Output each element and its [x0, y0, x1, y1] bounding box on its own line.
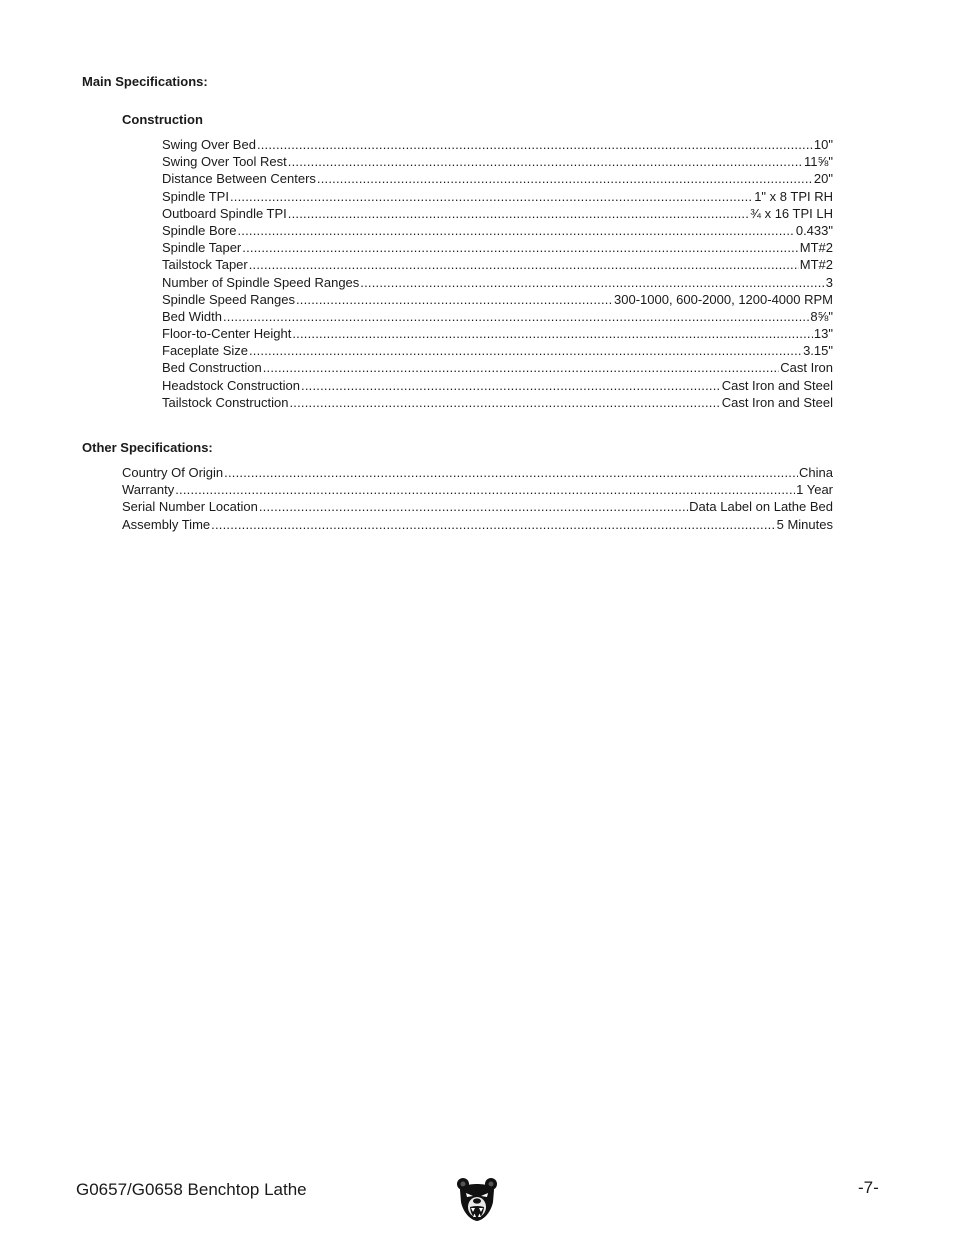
spec-label: Spindle Speed Ranges — [162, 291, 295, 307]
dot-leader — [211, 516, 775, 533]
main-specifications-heading: Main Specifications: — [82, 74, 208, 89]
spec-row — [162, 222, 833, 239]
dot-leader — [289, 394, 720, 411]
dot-leader — [288, 153, 803, 170]
spec-value: 20" — [813, 171, 833, 187]
dot-leader — [237, 222, 794, 239]
spec-label: Country Of Origin — [122, 465, 224, 480]
spec-row — [122, 464, 833, 481]
spec-row — [122, 516, 833, 533]
dot-leader — [301, 377, 721, 394]
spec-value: 11⅝" — [804, 154, 833, 170]
spec-value: Cast Iron and Steel — [721, 394, 833, 410]
spec-label: Tailstock Taper — [162, 257, 248, 273]
spec-label: Headstock Construction — [162, 377, 301, 393]
spec-row — [162, 205, 833, 222]
spec-row — [162, 188, 833, 205]
spec-row — [162, 136, 833, 153]
dot-leader — [230, 188, 753, 205]
spec-row — [162, 377, 833, 394]
spec-value: MT#2 — [799, 257, 833, 273]
spec-label: Spindle Bore — [162, 222, 237, 238]
dot-leader — [288, 205, 749, 222]
dot-leader — [296, 291, 613, 308]
spec-value: Data Label on Lathe Bed — [689, 499, 833, 515]
spec-row — [162, 394, 833, 411]
spec-value: 8⅝" — [810, 308, 833, 324]
spec-label: Spindle TPI — [162, 188, 229, 204]
spec-value: Cast Iron and Steel — [721, 377, 833, 393]
spec-label: Warranty — [122, 482, 175, 498]
dot-leader — [317, 170, 813, 187]
spec-row — [162, 239, 833, 256]
spec-label: Distance Between Centers — [162, 171, 316, 187]
dot-leader — [223, 308, 809, 325]
spec-value: ¾ x 16 TPI LH — [750, 205, 833, 221]
spec-value: 300-1000, 600-2000, 1200-4000 RPM — [614, 291, 833, 307]
spec-value: MT#2 — [799, 240, 833, 256]
spec-label: Serial Number Location — [122, 499, 258, 515]
spec-row — [162, 153, 833, 170]
spec-row — [162, 342, 833, 359]
spec-label: Bed Width — [162, 308, 222, 324]
spec-value: 13" — [813, 326, 833, 342]
spec-row — [162, 308, 833, 325]
spec-row — [122, 498, 833, 515]
dot-leader — [224, 464, 798, 481]
footer-model-name: G0657/G0658 Benchtop Lathe — [76, 1180, 307, 1199]
dot-leader — [259, 498, 688, 515]
dot-leader — [242, 239, 799, 256]
spec-label: Swing Over Bed — [162, 137, 256, 152]
spec-value: Cast Iron — [780, 360, 833, 376]
spec-label: Spindle Taper — [162, 240, 242, 256]
spec-label: Number of Spindle Speed Ranges — [162, 274, 360, 290]
bear-head-logo-icon — [456, 1176, 498, 1222]
spec-label: Bed Construction — [162, 360, 262, 376]
dot-leader — [263, 359, 780, 376]
spec-row — [162, 291, 833, 308]
spec-row — [162, 325, 833, 342]
spec-label: Tailstock Construction — [162, 394, 289, 410]
spec-label: Outboard Spindle TPI — [162, 205, 287, 221]
spec-value: 10" — [813, 137, 833, 152]
dot-leader — [249, 256, 799, 273]
other-spec-list — [122, 464, 833, 533]
spec-row — [162, 359, 833, 376]
page-number: -7- — [858, 1178, 879, 1197]
spec-label: Floor-to-Center Height — [162, 326, 292, 342]
spec-row — [162, 170, 833, 187]
dot-leader — [257, 136, 813, 153]
spec-value: 1 Year — [796, 482, 833, 498]
spec-label: Assembly Time — [122, 516, 211, 532]
spec-value: 3.15" — [803, 343, 833, 359]
spec-value: China — [799, 465, 833, 480]
construction-heading: Construction — [122, 112, 203, 127]
dot-leader — [360, 274, 824, 291]
construction-spec-list — [162, 136, 833, 411]
spec-value: 1" x 8 TPI RH — [754, 188, 833, 204]
other-specifications-heading: Other Specifications: — [82, 440, 213, 455]
spec-value: 5 Minutes — [776, 516, 833, 532]
spec-row — [162, 256, 833, 273]
dot-leader — [175, 481, 795, 498]
spec-label: Swing Over Tool Rest — [162, 154, 287, 170]
spec-row — [162, 274, 833, 291]
dot-leader — [292, 325, 813, 342]
spec-row — [122, 481, 833, 498]
dot-leader — [249, 342, 802, 359]
spec-label: Faceplate Size — [162, 343, 248, 359]
spec-value: 3 — [825, 274, 833, 290]
spec-value: 0.433" — [795, 222, 833, 238]
